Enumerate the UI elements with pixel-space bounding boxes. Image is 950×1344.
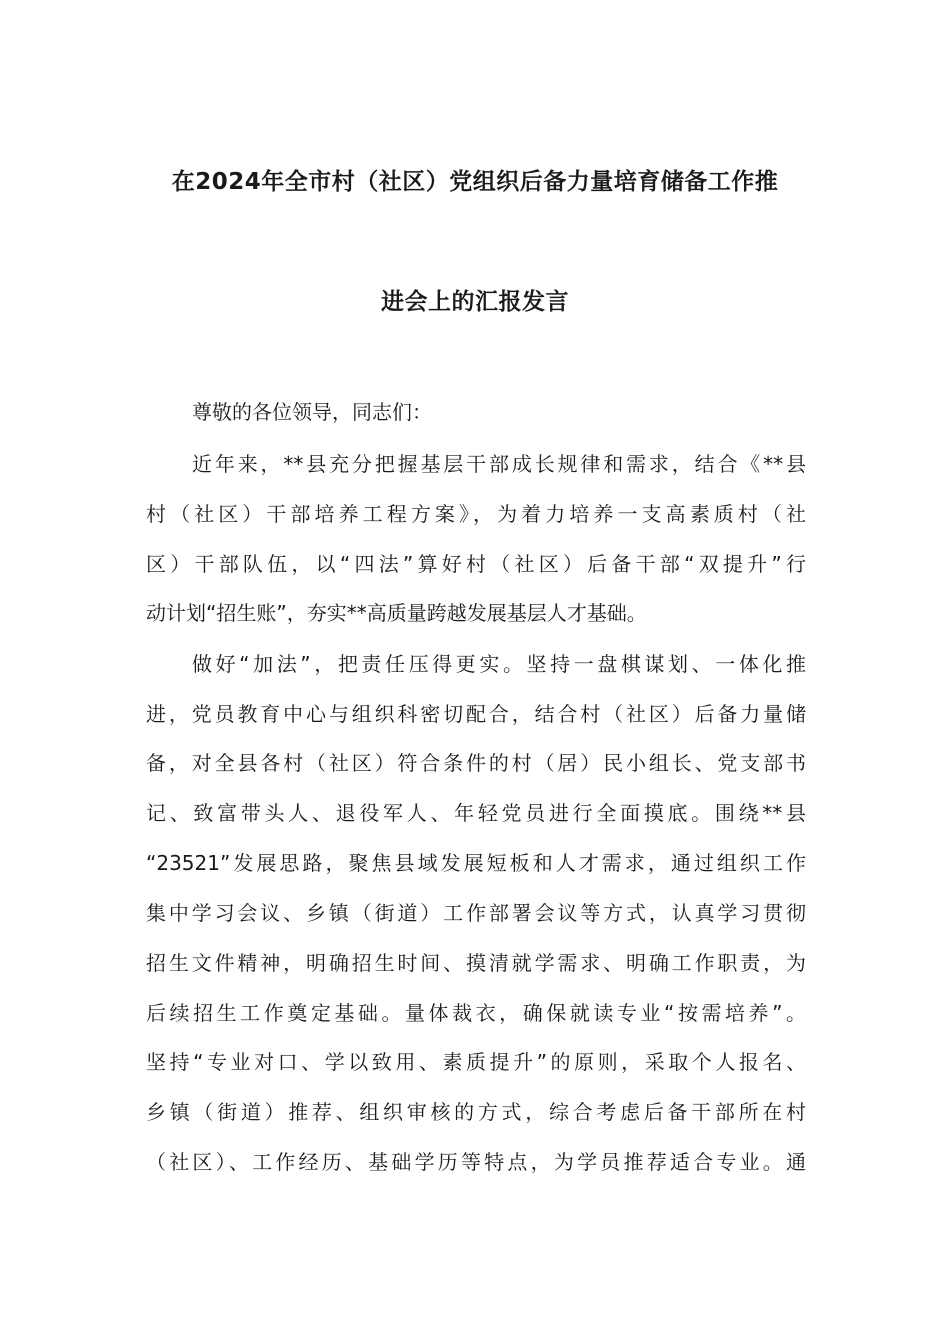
paragraph-2-line: 记、致富带头人、退役军人、年轻党员进行全面摸底。围绕**县 [146, 801, 806, 825]
paragraph-2-line: （社区）、工作经历、基础学历等特点，为学员推荐适合专业。通 [146, 1150, 806, 1174]
document-title-line-1: 在2024年全市村（社区）党组织后备力量培育储备工作推 [171, 169, 779, 195]
paragraph-2-line: 备，对全县各村（社区）符合条件的村（居）民小组长、党支部书 [146, 751, 806, 775]
paragraph-2-line: “23521”发展思路，聚焦县域发展短板和人才需求，通过组织工作 [146, 851, 806, 875]
paragraph-2-line: 做好“加法”，把责任压得更实。坚持一盘棋谋划、一体化推 [192, 652, 806, 676]
paragraph-2-line: 集中学习会议、乡镇（街道）工作部署会议等方式，认真学习贯彻 [146, 901, 806, 925]
paragraph-1-line: 区）干部队伍，以“四法”算好村（社区）后备干部“双提升”行 [146, 552, 806, 576]
paragraph-2-line: 坚持“专业对口、学以致用、素质提升”的原则，采取个人报名、 [146, 1050, 806, 1074]
paragraph-2-line: 进，党员教育中心与组织科密切配合，结合村（社区）后备力量储 [146, 702, 806, 726]
paragraph-1-line: 近年来，**县充分把握基层干部成长规律和需求，结合《**县 [192, 452, 806, 476]
paragraph-2-line: 招生文件精神，明确招生时间、摸清就学需求、明确工作职责，为 [146, 951, 806, 975]
paragraph-2-line: 后续招生工作奠定基础。量体裁衣，确保就读专业“按需培养”。 [146, 1001, 806, 1025]
paragraph-1-line: 村（社区）干部培养工程方案》，为着力培养一支高素质村（社 [146, 502, 806, 526]
paragraph-2-line: 乡镇（街道）推荐、组织审核的方式，综合考虑后备干部所在村 [146, 1100, 806, 1124]
document-title-line-2: 进会上的汇报发言 [381, 289, 569, 315]
paragraph-1-line: 动计划“招生账”，夯实**高质量跨越发展基层人才基础。 [146, 601, 647, 625]
salutation: 尊敬的各位领导，同志们： [192, 400, 432, 424]
